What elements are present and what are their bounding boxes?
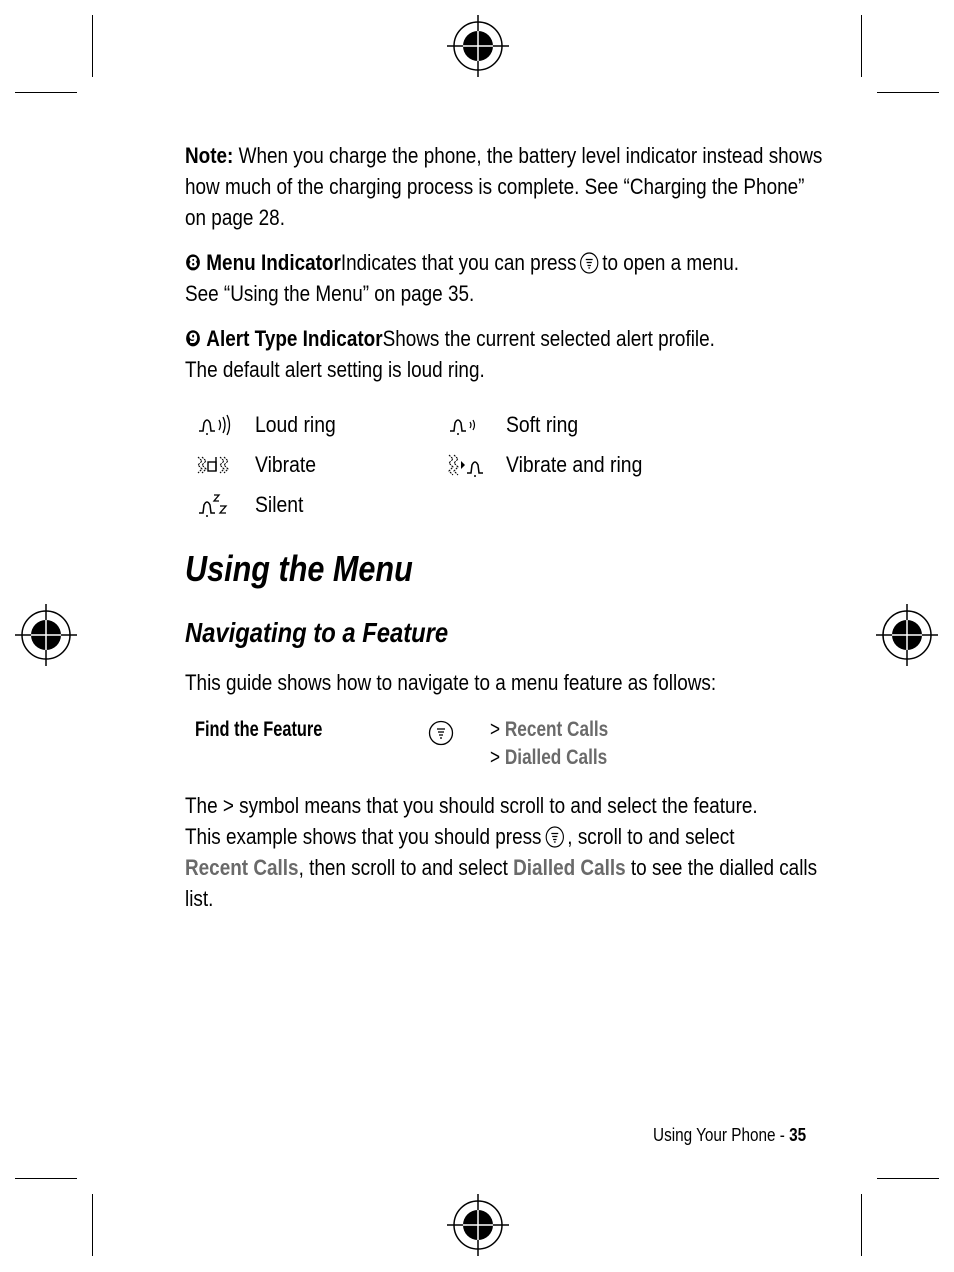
note-text: When you charge the phone, the battery level indicator instead shows how much of the charging process is complete. See “Charging the Phone” on page 28. xyxy=(185,143,823,230)
loud-ring-icon xyxy=(195,412,255,438)
vibrate-and-ring-icon xyxy=(446,452,506,478)
recent-calls-term: Recent Calls xyxy=(504,718,609,741)
menu-indicator-text: Indicates that you can press xyxy=(340,250,577,275)
menu-path-step-2 xyxy=(490,746,607,770)
page-number: 35 xyxy=(788,1125,806,1145)
alert-type-label: Silent xyxy=(255,492,304,517)
crop-mark xyxy=(861,15,862,77)
soft-ring-icon xyxy=(446,412,506,438)
menu-key-icon xyxy=(580,252,599,274)
registration-mark-icon xyxy=(876,604,938,666)
crop-mark xyxy=(15,1178,77,1179)
registration-mark-icon xyxy=(447,1194,509,1256)
footer-section: Using Your Phone - xyxy=(652,1125,789,1145)
alert-indicator-line2: The default alert setting is loud ring. xyxy=(185,357,485,382)
note-label: Note: xyxy=(185,143,234,168)
alert-indicator-number: ❾ xyxy=(185,326,202,351)
explain-line3-end: to see the dialled calls list. xyxy=(185,855,818,911)
alert-indicator-text: Shows the current selected alert profile. xyxy=(382,326,715,351)
alert-type-label: Vibrate and ring xyxy=(506,452,643,477)
intro-text: This guide shows how to navigate to a menu feature as follows: xyxy=(185,670,717,695)
alert-indicator-title: Alert Type Indicator xyxy=(206,326,383,351)
alert-indicator-paragraph xyxy=(185,323,826,385)
path-prefix: > xyxy=(490,718,501,741)
menu-indicator-text-after: to open a menu. xyxy=(602,250,739,275)
dialled-calls-term: Dialled Calls xyxy=(513,855,626,880)
alert-type-vibrate xyxy=(195,445,324,485)
menu-path-step-1 xyxy=(490,718,608,742)
alert-type-loud-ring xyxy=(195,405,347,445)
explanation-paragraph xyxy=(185,790,839,914)
alert-type-soft-ring xyxy=(446,405,588,445)
page-footer xyxy=(653,1125,806,1146)
alert-type-label: Loud ring xyxy=(255,412,336,437)
top-content xyxy=(185,140,825,399)
registration-mark-icon xyxy=(447,15,509,77)
explain-line2-after: , scroll to and select xyxy=(567,824,735,849)
crop-mark xyxy=(92,15,93,77)
explain-line3-mid: , then scroll to and select xyxy=(298,855,508,880)
alert-type-silent xyxy=(195,485,310,525)
recent-calls-term: Recent Calls xyxy=(185,855,299,880)
explain-line2: This example shows that you should press xyxy=(185,824,542,849)
crop-mark xyxy=(861,1194,862,1256)
menu-indicator-line2: See “Using the Menu” on page 35. xyxy=(185,281,475,306)
section-title: Navigating to a Feature xyxy=(185,617,449,648)
crop-mark xyxy=(15,92,77,93)
registration-mark-icon xyxy=(15,604,77,666)
note-paragraph xyxy=(185,140,826,233)
page-title: Using the Menu xyxy=(185,548,413,589)
vibrate-icon xyxy=(195,452,255,478)
path-prefix: > xyxy=(490,746,501,769)
find-feature-label: Find the Feature xyxy=(195,718,323,741)
alert-type-label: Vibrate xyxy=(255,452,316,477)
menu-indicator-paragraph xyxy=(185,247,826,309)
menu-key-icon xyxy=(428,720,454,746)
alert-type-label: Soft ring xyxy=(506,412,579,437)
explanation xyxy=(185,790,945,928)
crop-mark xyxy=(877,1178,939,1179)
alert-type-vibrate-and-ring xyxy=(446,445,661,485)
silent-icon xyxy=(195,492,255,518)
menu-indicator-title: Menu Indicator xyxy=(206,250,341,275)
dialled-calls-term: Dialled Calls xyxy=(504,746,608,769)
menu-indicator-number: ❽ xyxy=(185,250,202,275)
crop-mark xyxy=(877,92,939,93)
explain-line1: The > symbol means that you should scroll to and select the feature. xyxy=(185,793,758,818)
crop-mark xyxy=(92,1194,93,1256)
menu-key-icon xyxy=(545,826,564,848)
